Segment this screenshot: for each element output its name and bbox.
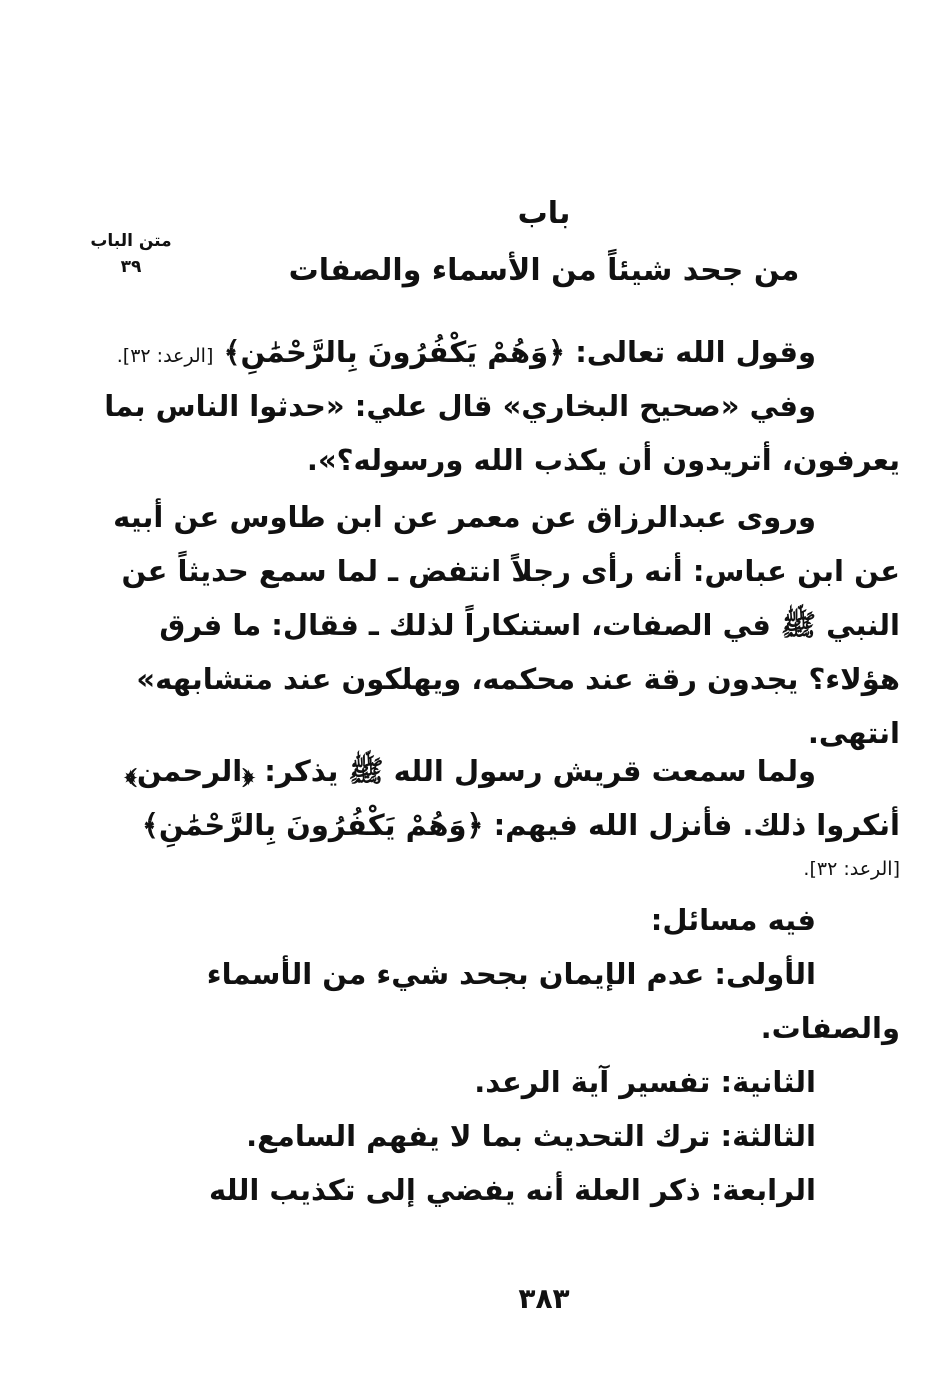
issue-second: الثانية: تفسير آية الرعد.	[474, 1065, 816, 1099]
margin-note-label: متن الباب	[90, 231, 172, 251]
paragraph-quran-verse	[116, 325, 900, 383]
page-number: ٣٨٣	[518, 1282, 570, 1315]
issue-first: الأولى: عدم الإيمان بجحد شيء من الأسماء	[206, 957, 816, 991]
text-line: هؤلاء؟ يجدون رقة عند محكمه، ويهلكون عند متشابهه»	[136, 662, 900, 696]
text-line: ولما سمعت قريش رسول الله ﷺ يذكر: ﴿الرحمن﴾	[124, 754, 816, 788]
text-line: وروى عبدالرزاق عن معمر عن ابن طاوس عن أبيه	[113, 500, 816, 534]
verse-reference: [الرعد: ٣٢].	[803, 858, 900, 880]
text-line: وفي «صحيح البخاري» قال علي: «حدثوا الناس بما	[104, 389, 816, 423]
paragraph-quraysh	[124, 744, 900, 886]
text-line: النبي ﷺ في الصفات، استنكاراً لذلك ـ فقال: ما فرق	[159, 608, 900, 642]
issues-heading: فيه مسائل:	[650, 903, 816, 937]
text-line	[116, 325, 900, 383]
margin-note-number: ٣٩	[120, 257, 142, 277]
issues-section	[190, 893, 900, 1217]
issue-first-continued: والصفات.	[760, 1011, 900, 1045]
issue-fourth: الرابعة: ذكر العلة أنه يفضي إلى تكذيب الله	[209, 1173, 816, 1207]
chapter-label: باب	[517, 196, 571, 231]
verse-text: وقول الله تعالى: ﴿وَهُمْ يَكْفُرُونَ بِالرَّحْمَٰنِ﴾	[223, 335, 816, 369]
chapter-title: من جحد شيئاً من الأسماء والصفات	[288, 253, 800, 288]
margin-note	[76, 228, 186, 280]
text-line: عن ابن عباس: أنه رأى رجلاً انتفض ـ لما سمع حديثاً عن	[121, 554, 900, 588]
paragraph-abdurrazzaq	[113, 490, 900, 760]
issue-third: الثالثة: ترك التحديث بما لا يفهم السامع.	[246, 1119, 816, 1153]
text-line: انتهى.	[807, 716, 900, 750]
paragraph-bukhari	[104, 379, 900, 487]
text-line: أنكروا ذلك. فأنزل الله فيهم: ﴿وَهُمْ يَكْفُرُونَ بِالرَّحْمَٰنِ﴾	[141, 808, 900, 842]
verse-reference: [الرعد: ٣٢].	[116, 345, 214, 367]
text-line: يعرفون، أتريدون أن يكذب الله ورسوله؟».	[306, 443, 900, 477]
